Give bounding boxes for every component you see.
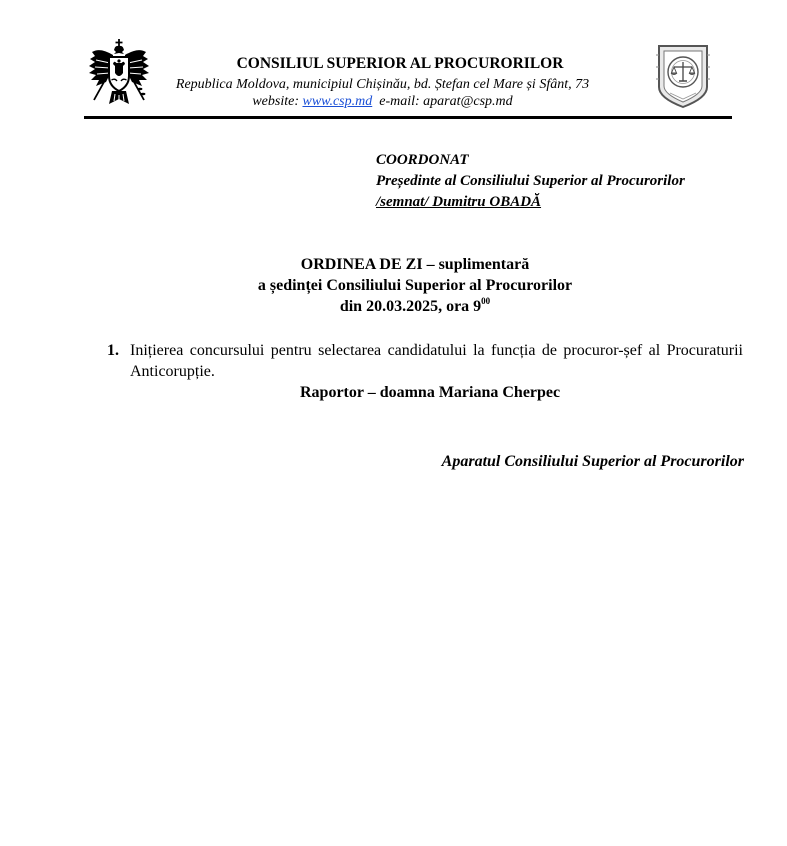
moldova-coat-of-arms-icon (84, 38, 154, 108)
agenda-title-line (0, 254, 787, 275)
email-label: e-mail: (379, 94, 420, 109)
approval-role: Președinte al Consiliului Superior al Procurorilor (376, 173, 685, 189)
rapporteur-dash: – (363, 384, 380, 401)
agenda-time-superscript: 00 (481, 296, 491, 306)
agenda-item-rapporteur (300, 382, 560, 403)
agenda-title-dash: – (422, 256, 439, 273)
agenda-title: ORDINEA DE ZI (300, 256, 423, 273)
agenda-subtitle: a ședinței Consiliului Superior al Procurorilor (257, 277, 573, 294)
agenda-item-number: 1. (107, 342, 119, 359)
agenda-item-text: Inițierea concursului pentru selectarea candidatului la funcția de procuror-șef al Procuraturii Anticorupție. (130, 342, 743, 380)
organization-title: CONSILIUL SUPERIOR AL PROCURORILOR (236, 55, 564, 72)
csp-emblem-icon (650, 43, 716, 109)
website-link[interactable]: www.csp.md (302, 94, 373, 109)
organization-address: Republica Moldova, municipiul Chișinău, bd. Ștefan cel Mare și Sfânt, 73 (175, 77, 590, 92)
approval-block (376, 150, 685, 213)
footer-signature: Aparatul Consiliului Superior al Procurorilor (441, 453, 744, 470)
agenda-date: din 20.03.2025, ora 9 (339, 298, 482, 315)
approval-signature: /semnat/ Dumitru OBADĂ (376, 194, 542, 210)
email-address: aparat@csp.md (423, 94, 513, 109)
header-divider (84, 116, 732, 119)
website-label: website: (252, 94, 299, 109)
agenda-date-line (0, 296, 787, 317)
agenda-title-suffix: suplimentară (438, 256, 530, 273)
rapporteur-name: doamna Mariana Cherpec (379, 384, 561, 401)
organization-contacts (150, 93, 615, 110)
approval-status: COORDONAT (376, 152, 469, 168)
agenda-heading (0, 254, 787, 317)
rapporteur-label: Raportor (300, 384, 364, 401)
